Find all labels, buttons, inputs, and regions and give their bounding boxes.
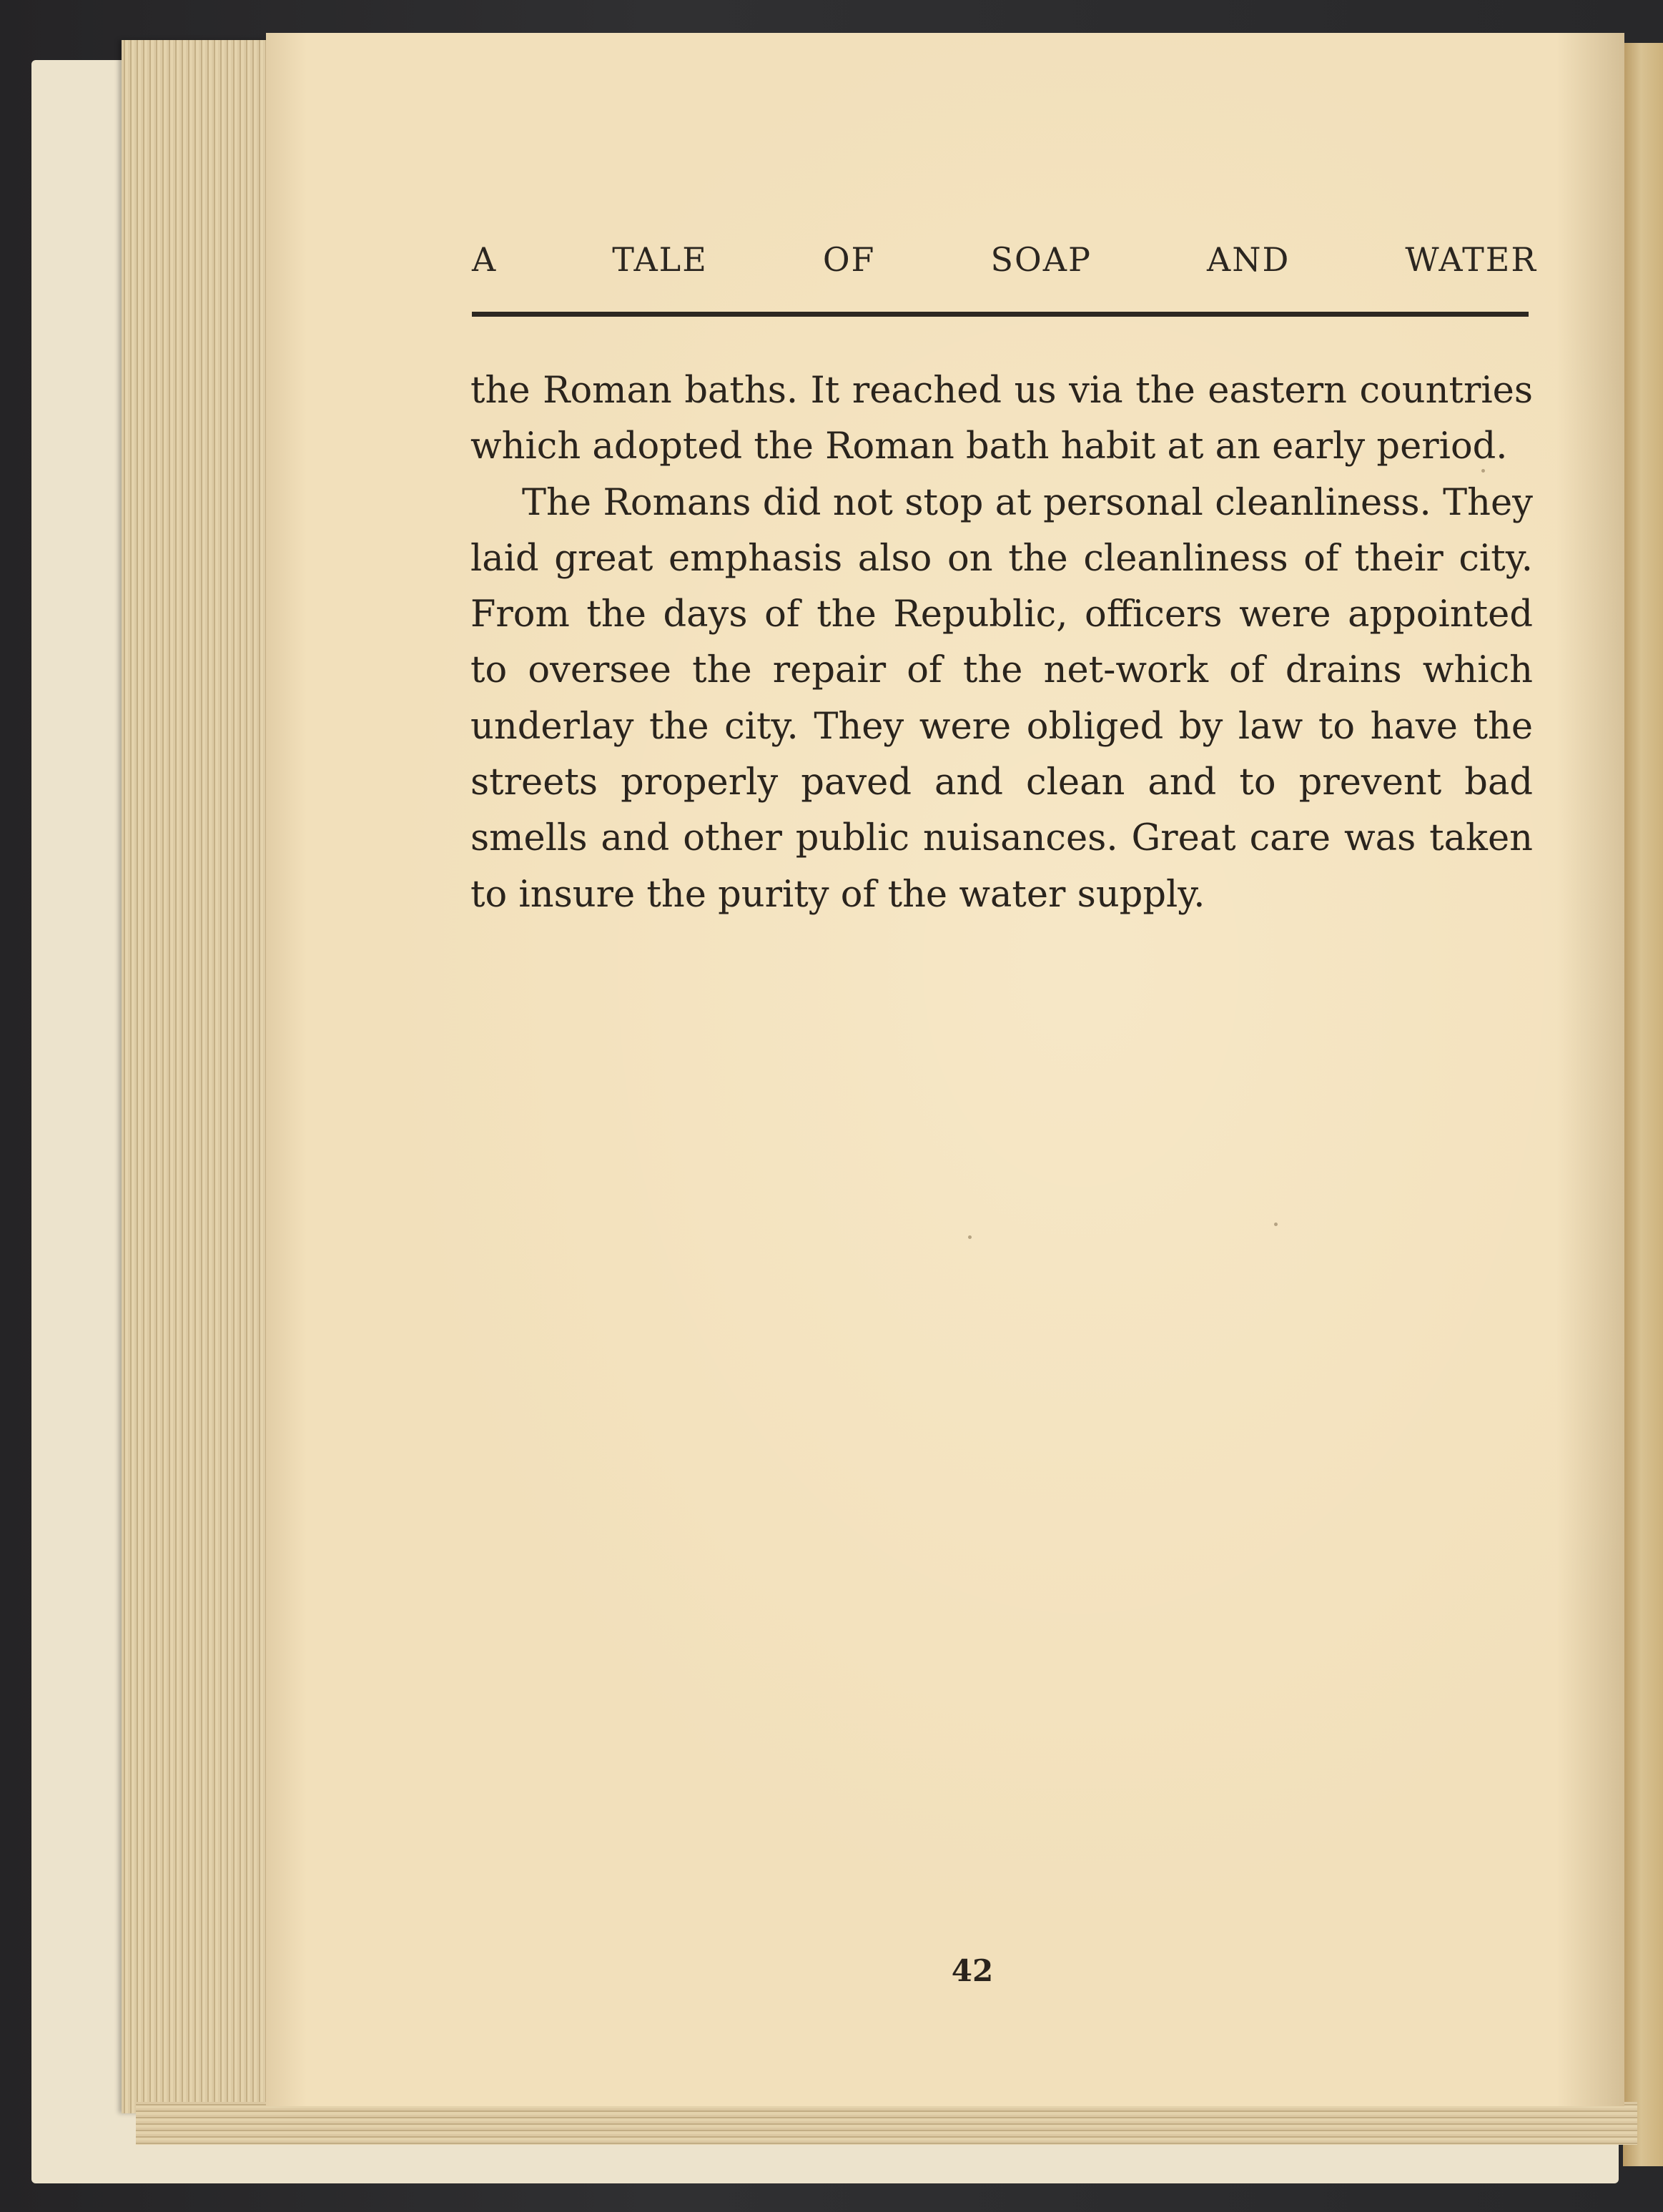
page-edges-bottom (136, 2102, 1637, 2145)
page-edges-stack (122, 40, 272, 2113)
paper-speck (968, 1235, 972, 1239)
running-head (472, 240, 1537, 279)
page-number: 42 (951, 1953, 994, 1988)
paper-speck (1274, 1223, 1278, 1226)
running-head-word: OF (822, 240, 876, 279)
adjacent-page-edge (1623, 43, 1663, 2166)
running-head-word: SOAP (990, 240, 1092, 279)
paragraph: the Roman baths. It reached us via the eastern countries which adopted the Roman bath habit at an early period. (470, 370, 1533, 468)
header-rule (472, 312, 1529, 317)
book-page (266, 33, 1624, 2106)
running-head-word: WATER (1405, 240, 1537, 279)
paragraph: The Romans did not stop at personal cleanliness. They laid great emphasis also on the cleanliness of their city. From the days of the Republic, officers were appointed to oversee the repair of the net-work of drains which underlay the city. They were obliged by law to have the streets properly paved and clean and to prevent bad smells and other public nuisances. Great care was taken to insure the purity of the water supply. (470, 481, 1533, 916)
running-head-word: TALE (612, 240, 708, 279)
body-text (470, 363, 1533, 923)
paper-speck (1481, 469, 1485, 473)
running-head-word: A (472, 240, 498, 279)
running-head-word: AND (1206, 240, 1291, 279)
